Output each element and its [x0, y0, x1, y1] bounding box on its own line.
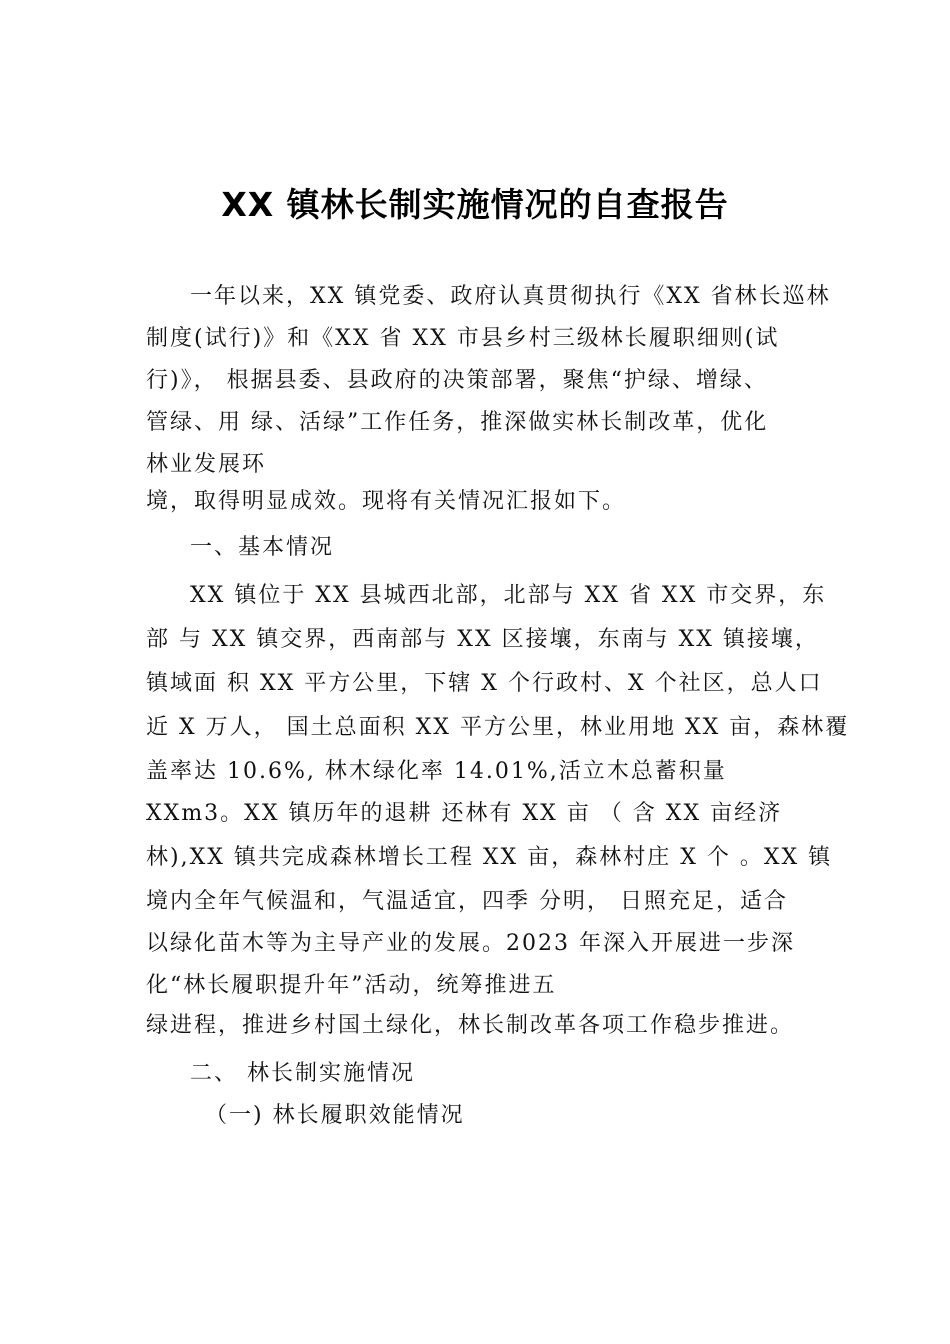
section-heading: 一、基本情况	[190, 535, 335, 560]
section-heading: 二、 林长制实施情况	[190, 1061, 415, 1086]
paragraph-line: 境，取得明显成效。现将有关情况汇报如下。	[146, 489, 627, 514]
document-title: XX 镇林长制实施情况的自查报告	[221, 185, 729, 224]
paragraph-line: 绿进程，推进乡村国土绿化，林长制改革各项工作稳步推进。	[146, 1013, 795, 1038]
paragraph-line: 以绿化苗木等为主导产业的发展。2023 年深入开展进一步深	[146, 931, 795, 956]
paragraph-line: 制度(试行)》和《XX 省 XX 市县乡村三级林长履职细则(试	[146, 326, 780, 351]
paragraph-line: 行)》， 根据县委、县政府的决策部署，聚焦“护绿、增绿、	[146, 368, 768, 393]
paragraph-line: 管绿、用 绿、活绿”工作任务，推深做实林长制改革，优化	[146, 410, 769, 435]
paragraph-line: 一年以来，XX 镇党委、政府认真贯彻执行《XX 省林长巡林	[190, 284, 831, 309]
paragraph-line: 境内全年气候温和，气温适宜，四季 分明， 日照充足，适合	[146, 889, 788, 914]
paragraph-line: XX 镇位于 XX 县城西北部，北部与 XX 省 XX 市交界，东	[190, 583, 827, 608]
paragraph-line: 近 X 万人， 国土总面积 XX 平方公里，林业用地 XX 亩，森林覆	[146, 715, 850, 740]
paragraph-line: 林),XX 镇共完成森林增长工程 XX 亩，森林村庄 X 个 。XX 镇	[146, 845, 833, 870]
subsection-heading: （一) 林长履职效能情况	[205, 1103, 465, 1128]
paragraph-line: XXm3。XX 镇历年的退耕 还林有 XX 亩 （ 含 XX 亩经济	[146, 801, 783, 826]
paragraph-line: 部 与 XX 镇交界，西南部与 XX 区接壤，东南与 XX 镇接壤，	[146, 627, 819, 652]
paragraph-line: 化“林长履职提升年”活动，统筹推进五	[146, 973, 557, 998]
paragraph-line: 盖率达 10.6%, 林木绿化率 14.01%,活立木总蓄积量	[146, 759, 727, 784]
paragraph-line: 镇域面 积 XX 平方公里，下辖 X 个行政村、X 个社区，总人口	[146, 671, 823, 696]
paragraph-line: 林业发展环	[146, 452, 267, 477]
